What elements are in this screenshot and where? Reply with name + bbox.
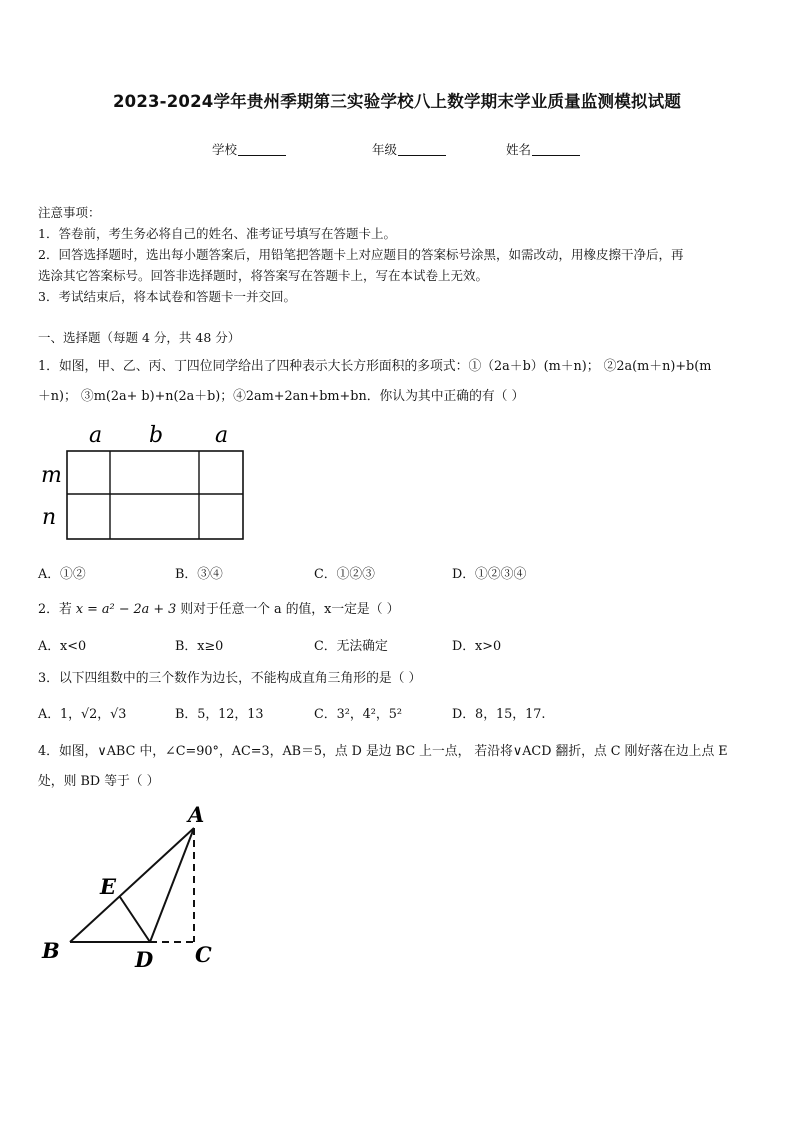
q1-stem-line1: 1．如图，甲、乙、丙、丁四位同学给出了四种表示大长方形面积的多项式：①（2a＋b）(m＋n)； ②2a(m＋n)+b(m bbox=[38, 359, 712, 374]
q2-formula: x = a² − 2a + 3 bbox=[75, 602, 177, 617]
q1-outer-rect bbox=[67, 451, 243, 539]
q2-prefix: 2．若 bbox=[38, 602, 72, 617]
q4-triangle-figure bbox=[38, 800, 238, 975]
q2-option-c: C．无法确定 bbox=[314, 639, 388, 654]
q3-stem: 3．以下四组数中的三个数作为边长，不能构成直角三角形的是（ ） bbox=[38, 671, 422, 686]
q1-rectangle-figure bbox=[38, 418, 258, 548]
q4-side-AB bbox=[70, 828, 194, 942]
q4-stem-line1: 4．如图，∨ABC 中，∠C=90°，AC=3，AB＝5，点 D 是边 BC 上一点， 若沿将∨ACD 翻折，点 C 刚好落在边上点 E bbox=[38, 744, 728, 759]
q1-stem-line2: ＋n)； ③m(2a+ b)+n(2a＋b)；④2am+2an+bm+bn．你认为其中正确的有（ ） bbox=[38, 389, 525, 404]
q1-label-n: n bbox=[42, 505, 57, 530]
q1-option-c: C．①②③ bbox=[314, 567, 375, 582]
school-label: 学校 bbox=[212, 142, 238, 157]
q1-option-d: D．①②③④ bbox=[452, 567, 527, 582]
notice-item-3: 3．考试结束后，将本试卷和答题卡一并交回。 bbox=[38, 289, 296, 304]
school-blank bbox=[238, 154, 286, 156]
q4-label-A: A bbox=[188, 802, 205, 827]
name-blank bbox=[532, 154, 580, 156]
q1-label-a2: a bbox=[215, 423, 229, 448]
page-title: 2023-2024学年贵州季期第三实验学校八上数学期末学业质量监测模拟试题 bbox=[112, 92, 682, 111]
q3-option-a: A．1，√2，√3 bbox=[38, 707, 127, 722]
q2-option-d: D．x>0 bbox=[452, 639, 502, 654]
q1-option-b: B．③④ bbox=[175, 567, 223, 582]
notice-heading: 注意事项： bbox=[38, 205, 101, 220]
name-field bbox=[506, 140, 580, 158]
grade-field bbox=[372, 140, 446, 158]
q4-label-B: B bbox=[42, 938, 60, 963]
section-heading: 一、选择题（每题 4 分，共 48 分） bbox=[38, 330, 241, 345]
q4-stem-line2: 处，则 BD 等于（ ） bbox=[38, 774, 160, 789]
q2-suffix: 则对于任意一个 a 的值，x一定是（ ） bbox=[180, 602, 400, 617]
notice-item-2a: 2．回答选择题时，选出每小题答案后，用铅笔把答题卡上对应题目的答案标号涂黑，如需改动，用橡皮擦干净后，再 bbox=[38, 247, 684, 262]
q3-option-d: D．8，15，17. bbox=[452, 707, 546, 722]
q2-option-a: A．x<0 bbox=[38, 639, 87, 654]
q3-option-c: C．3²，4²，5² bbox=[314, 707, 402, 722]
q2-option-b: B．x≥0 bbox=[175, 639, 224, 654]
q3-option-b: B．5，12，13 bbox=[175, 707, 264, 722]
q1-label-b: b bbox=[149, 423, 164, 448]
q2-stem bbox=[38, 598, 399, 617]
q4-side-AD bbox=[150, 828, 194, 942]
notice-item-1: 1．答卷前，考生务必将自己的姓名、准考证号填写在答题卡上。 bbox=[38, 226, 396, 241]
q1-label-a1: a bbox=[89, 423, 103, 448]
grade-blank bbox=[398, 154, 446, 156]
q4-side-DE bbox=[120, 897, 150, 942]
q4-label-D: D bbox=[135, 947, 154, 972]
q4-label-E: E bbox=[100, 874, 117, 899]
q1-label-m: m bbox=[41, 463, 62, 488]
grade-label: 年级 bbox=[372, 142, 398, 157]
school-field bbox=[212, 140, 286, 158]
notice-item-2b: 选涂其它答案标号。回答非选择题时，将答案写在答题卡上，写在本试卷上无效。 bbox=[38, 268, 489, 283]
q4-label-C: C bbox=[195, 942, 212, 967]
q1-option-a: A．①② bbox=[38, 567, 86, 582]
name-label: 姓名 bbox=[506, 142, 532, 157]
